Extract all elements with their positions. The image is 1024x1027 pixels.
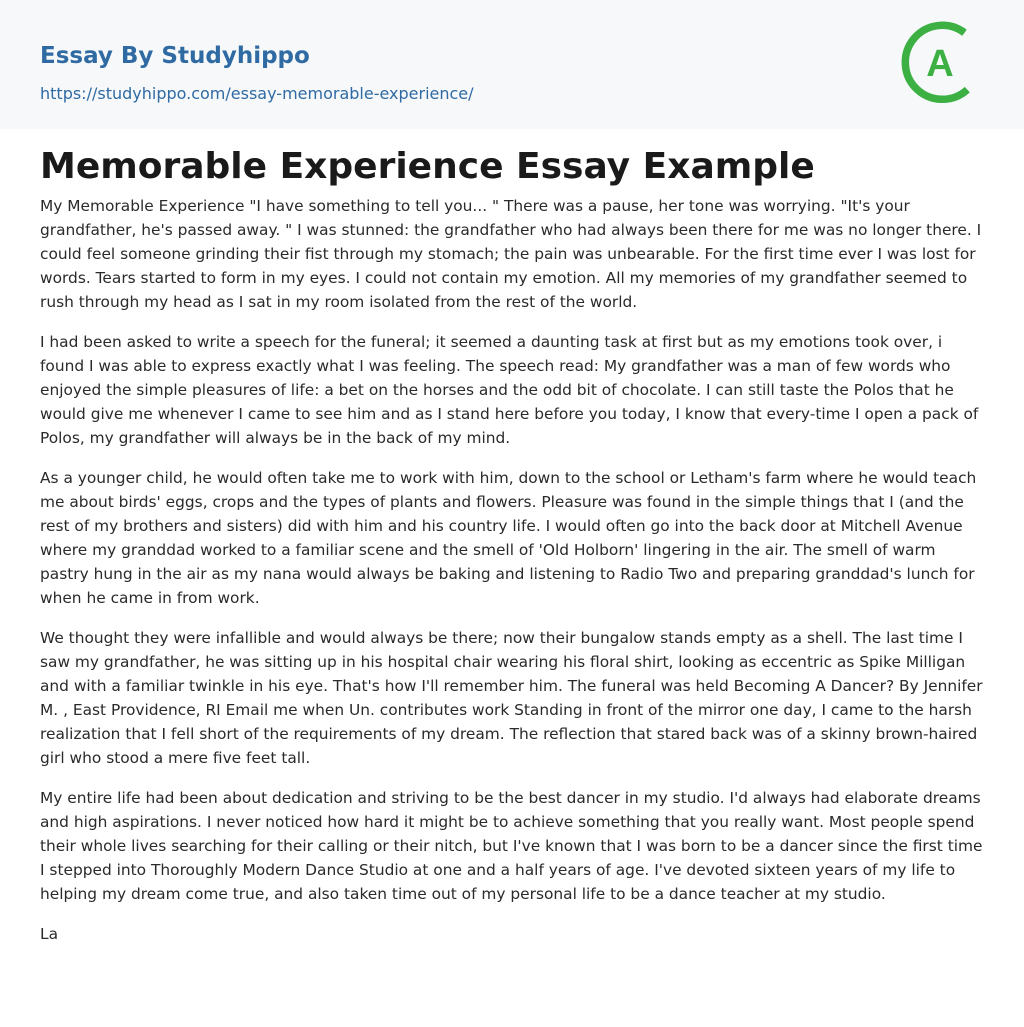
essay-paragraph: My Memorable Experience "I have something to tell you... " There was a pause, her tone was worrying. "It's your grandfather, he's passed away. " I was stunned: the grandfather who had always been there for me was no longer there. I could feel someone grinding their fist through my stomach; the pain was unbearable. For the first time ever I was lost for words. Tears started to form in my eyes. I could not contain my emotion. All my memories of my grandfather seemed to rush through my head as I sat in my room isolated from the rest of the world. [40,197,982,311]
essay-paragraph: I had been asked to write a speech for the funeral; it seemed a daunting task at first but as my emotions took over, i found I was able to express exactly what I was feeling. The speech read: My grandfather was a man of few words who enjoyed the simple pleasures of life: a bet on the horses and the odd bit of chocolate. I can still taste the Polos that he would give me whenever I came to see him and as I stand here before you today, I know that every-time I open a pack of Polos, my grandfather will always be in the back of my mind. [40,333,979,447]
page-title: Memorable Experience Essay Example [40,146,815,187]
essay-paragraph: As a younger child, he would often take me to work with him, down to the school or Letham's farm where he would teach me about birds' eggs, crops and the types of plants and flowers. Pleasure was found in the simple things that I (and the rest of my brothers and sisters) did with him and his country life. I would often go into the back door at Mitchell Avenue where my granddad worked to a familiar scene and the smell of 'Old Holborn' lingering in the air. The smell of warm pastry hung in the air as my nana would always be baking and listening to Radio Two and preparing granddad's lunch for when he came in from work. [40,469,977,607]
brand-title[interactable]: Essay By Studyhippo [40,43,310,69]
essay-paragraph-truncated: La [40,925,59,943]
essay-body [40,194,986,962]
essay-paragraph: My entire life had been about dedication and striving to be the best dancer in my studio. I'd always had elaborate dreams and high aspirations. I never noticed how hard it might be to achieve something that you really want. Most people spend their whole lives searching for their calling or their nitch, but I've known that I was born to be a dancer since the first time I stepped into Thoroughly Modern Dance Studio at one and a half years of age. I've devoted sixteen years of my life to helping my dream come true, and also taken time out of my personal life to be a dance teacher at my studio. [40,789,983,903]
essay-paragraph: We thought they were infallible and would always be there; now their bungalow stands empty as a shell. The last time I saw my grandfather, he was sitting up in his hospital chair wearing his floral shirt, looking as eccentric as Spike Milligan and with a familiar twinkle in his eye. That's how I'll remember him. The funeral was held Becoming A Dancer? By Jennifer M. , East Providence, RI Email me when Un. contributes work Standing in front of the mirror one day, I came to the harsh realization that I fell short of the requirements of my dream. The reflection that stared back was of a skinny brown-haired girl who stood a mere five feet tall. [40,629,983,767]
site-header [0,0,1024,129]
logo-letter: A [926,43,954,85]
source-url-link[interactable]: https://studyhippo.com/essay-memorable-experience/ [40,84,474,103]
studyhippo-logo-icon[interactable] [898,18,988,108]
